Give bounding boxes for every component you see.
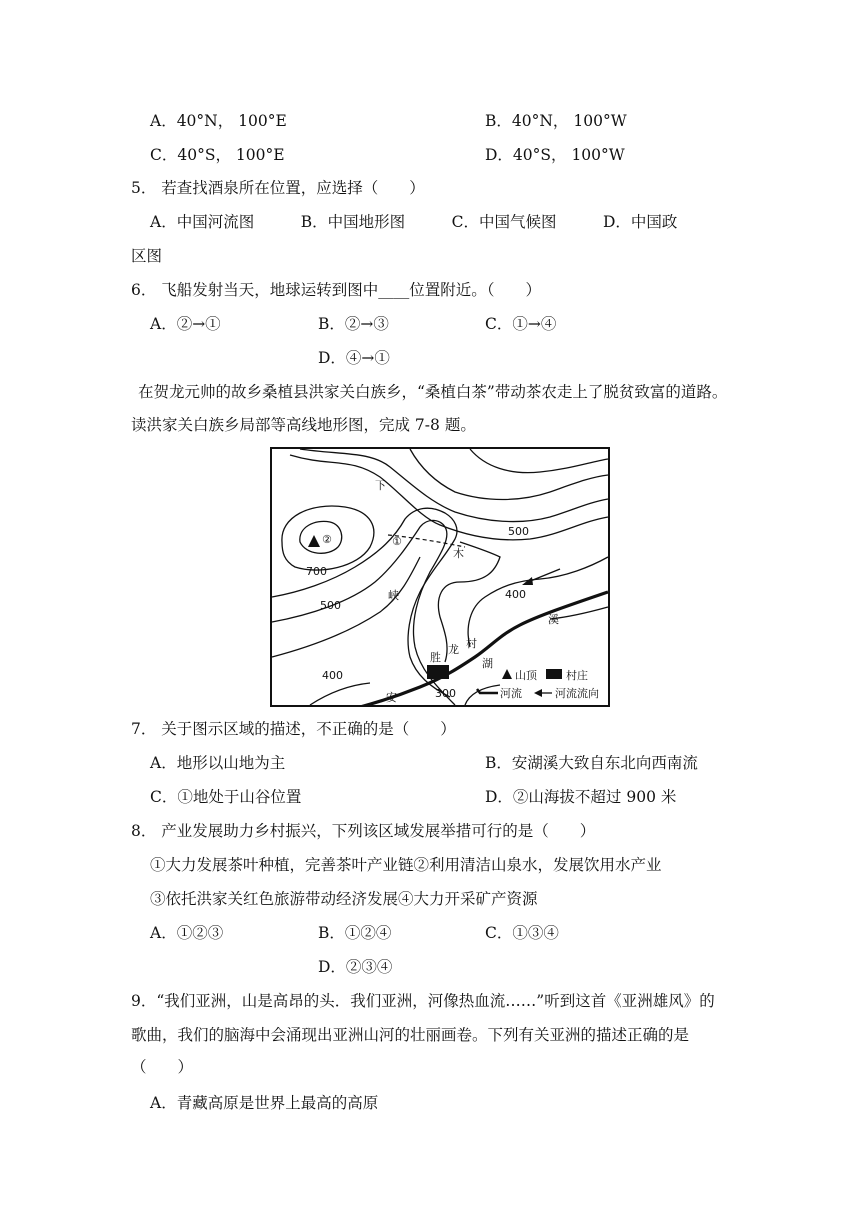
intro-line-2: 读洪家关白族乡局部等高线地形图，完成 7-8 题。 xyxy=(131,416,476,434)
contour-map xyxy=(270,447,610,707)
contour-label-700: 700 xyxy=(306,565,327,578)
q8-items-3-4: ③依托洪家关红色旅游带动经济发展④大力开采矿产资源 xyxy=(150,890,538,908)
q9-line-3: （ ） xyxy=(131,1058,194,1076)
intro-line-1: 在贺龙元帅的故乡桑植县洪家关白族乡，“桑植白茶”带动茶农走上了脱贫致富的道路。 xyxy=(138,383,728,401)
q6-option-c: C．①→④ xyxy=(485,315,557,333)
q9-line-1: 9．“我们亚洲，山是高昂的头．我们亚洲，河像热血流……”听到这首《亚洲雄风》的 xyxy=(131,992,715,1010)
place-label-xia-gorge: 峡 xyxy=(388,589,399,602)
contour-label-500-right: 500 xyxy=(508,525,529,538)
q5-options: A．中国河流图 B．中国地形图 C．中国气候图 D．中国政 xyxy=(150,213,678,231)
place-label-xia: 下 xyxy=(375,479,386,492)
q4-option-a: A．40°N， 100°E xyxy=(150,112,287,130)
place-label-hu: 湖 xyxy=(482,657,493,670)
place-label-long: 龙 xyxy=(448,643,459,656)
q8-option-b: B．①②④ xyxy=(318,924,392,942)
contour-label-300: 300 xyxy=(435,687,456,700)
q8-option-a: A．①②③ xyxy=(150,924,224,942)
q9-line-2: 歌曲，我们的脑海中会涌现出亚洲山河的壮丽画卷。下列有关亚洲的描述正确的是 xyxy=(131,1026,690,1044)
q7-stem: 7． 关于图示区域的描述，不正确的是（ ） xyxy=(131,720,456,738)
legend-village-icon xyxy=(546,669,562,679)
q4-option-b: B．40°N， 100°W xyxy=(485,112,627,130)
q7-option-a: A．地形以山地为主 xyxy=(150,754,286,772)
q7-option-d: D．②山海拔不超过 900 米 xyxy=(485,788,677,806)
contour-label-500-left: 500 xyxy=(320,599,341,612)
q5-options-wrap: 区图 xyxy=(131,247,163,265)
place-label-an: 安 xyxy=(386,691,397,704)
q9-option-a: A．青藏高原是世界上最高的高原 xyxy=(150,1094,379,1112)
contour-label-400-right: 400 xyxy=(505,588,526,601)
contour-label-400-left: 400 xyxy=(322,669,343,682)
place-label-sheng: 胜 xyxy=(430,651,441,664)
legend-village-label: 村庄 xyxy=(566,669,588,682)
q7-option-b: B．安湖溪大致自东北向西南流 xyxy=(485,754,698,772)
legend-river-label: 河流 xyxy=(500,687,522,700)
q8-stem: 8． 产业发展助力乡村振兴，下列该区域发展举措可行的是（ ） xyxy=(131,822,596,840)
q5-stem: 5． 若查找酒泉所在位置，应选择（ ） xyxy=(131,179,425,197)
q8-option-d: D．②③④ xyxy=(318,958,393,976)
contour-map-svg xyxy=(270,447,610,707)
place-label-cun: 村 xyxy=(466,637,477,650)
village-marker xyxy=(427,665,449,679)
q4-option-c: C．40°S， 100°E xyxy=(150,146,285,164)
marker-1: ① xyxy=(392,535,402,548)
q7-option-c: C．①地处于山谷位置 xyxy=(150,788,302,806)
marker-2: ② xyxy=(322,533,332,546)
q6-stem: 6． 飞船发射当天，地球运转到图中____位置附近。（ ） xyxy=(131,281,542,299)
legend-flow-label: 河流流向 xyxy=(555,687,599,700)
q6-option-d: D．④→① xyxy=(318,349,390,367)
place-label-xi: 溪 xyxy=(548,613,559,626)
q4-option-d: D．40°S， 100°W xyxy=(485,146,625,164)
q6-option-b: B．②→③ xyxy=(318,315,389,333)
legend-peak-label: 山顶 xyxy=(515,669,537,682)
q8-items-1-2: ①大力发展茶叶种植，完善茶叶产业链②利用清洁山泉水，发展饮用水产业 xyxy=(150,856,662,874)
q8-option-c: C．①③④ xyxy=(485,924,559,942)
place-label-mu: 木 xyxy=(453,547,464,560)
q6-option-a: A．②→① xyxy=(150,315,221,333)
